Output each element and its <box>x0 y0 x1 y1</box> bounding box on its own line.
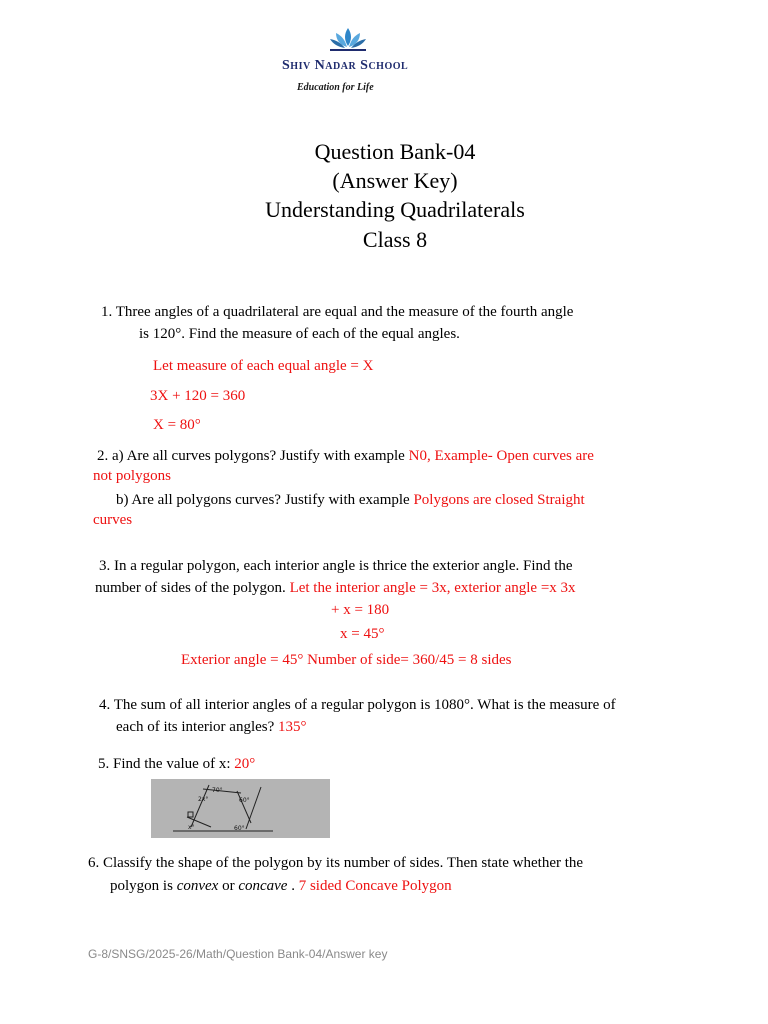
page-footer: G-8/SNSG/2025-26/Math/Question Bank-04/Answer key <box>88 947 388 961</box>
q1-answer-line-1: Let measure of each equal angle = X <box>153 358 374 374</box>
logo-tagline: Education for Life <box>297 82 374 93</box>
q6-answer: 7 sided Concave Polygon <box>298 878 452 894</box>
q6-word-concave: concave <box>238 878 288 894</box>
page-title-line-3: Understanding Quadrilaterals <box>265 197 525 222</box>
q3-answer-line-2: + x = 180 <box>331 602 390 618</box>
q1-text-line-2: is 120°. Find the measure of each of the equal angles. <box>139 326 460 342</box>
q3-answer-line-4: Exterior angle = 45° Number of side= 360/45 = 8 sides <box>181 652 512 668</box>
q2a-line-1 <box>97 446 594 466</box>
q5-question: 5. Find the value of x: <box>98 756 231 772</box>
q3-answer-line-3: x = 45° <box>340 626 385 642</box>
q6-line-2 <box>110 876 452 896</box>
q4-text-line-1: 4. The sum of all interior angles of a regular polygon is 1080°. What is the measure of <box>99 697 616 713</box>
q2a-answer-part-1: N0, Example- Open curves are <box>408 448 594 464</box>
page-title-line-4: Class 8 <box>362 227 428 252</box>
q3-text-line-2: number of sides of the polygon. <box>95 580 286 596</box>
q3-answer-line-1: Let the interior angle = 3x, exterior angle =x 3x <box>289 580 576 596</box>
q1-answer-line-2: 3X + 120 = 360 <box>150 388 246 404</box>
q1-answer-line-3: X = 80° <box>153 417 201 433</box>
q2b-answer-part-2: curves <box>93 512 133 528</box>
q4-answer: 135° <box>278 719 307 735</box>
q2a-answer-part-2: not polygons <box>93 468 171 484</box>
page-title-line-1: Question Bank-04 <box>314 139 476 164</box>
q2a-question: 2. a) Are all curves polygons? Justify with example <box>97 448 405 464</box>
q6-text-line-2-start: polygon is <box>110 878 173 894</box>
logo-school-name: Shiv Nadar School <box>282 58 409 73</box>
q6-text-line-1: 6. Classify the shape of the polygon by its number of sides. Then state whether the <box>88 855 584 871</box>
q2b-answer-part-1: Polygons are closed Straight <box>413 492 585 508</box>
lotus-logo-icon <box>326 26 370 52</box>
figure-label-e: 60° <box>234 825 245 832</box>
figure-label-a: 70° <box>212 787 223 794</box>
q2b-line-1 <box>116 490 585 510</box>
q1-text-line-1: 1. Three angles of a quadrilateral are equal and the measure of the fourth angle <box>101 304 574 320</box>
q2b-question: b) Are all polygons curves? Justify with example <box>116 492 410 508</box>
school-logo <box>282 26 412 96</box>
figure-label-c: 60° <box>239 797 250 804</box>
q6-text-line-2-end: . <box>291 878 295 894</box>
q5-polygon-figure <box>151 779 330 838</box>
q6-word-convex: convex <box>176 878 219 894</box>
q5-polygon-diagram <box>151 779 330 838</box>
q3-text-line-1: 3. In a regular polygon, each interior angle is thrice the exterior angle. Find the <box>99 558 573 574</box>
q4-text-line-2: each of its interior angles? <box>116 719 275 735</box>
page-title-line-2: (Answer Key) <box>332 168 458 193</box>
figure-label-d: x° <box>188 824 195 831</box>
q6-word-or: or <box>222 878 235 894</box>
q4-line-2 <box>116 717 307 737</box>
q3-line-2 <box>95 578 576 598</box>
figure-label-b: 2x° <box>198 796 209 803</box>
q5-line <box>98 754 255 774</box>
q5-answer: 20° <box>234 756 256 772</box>
